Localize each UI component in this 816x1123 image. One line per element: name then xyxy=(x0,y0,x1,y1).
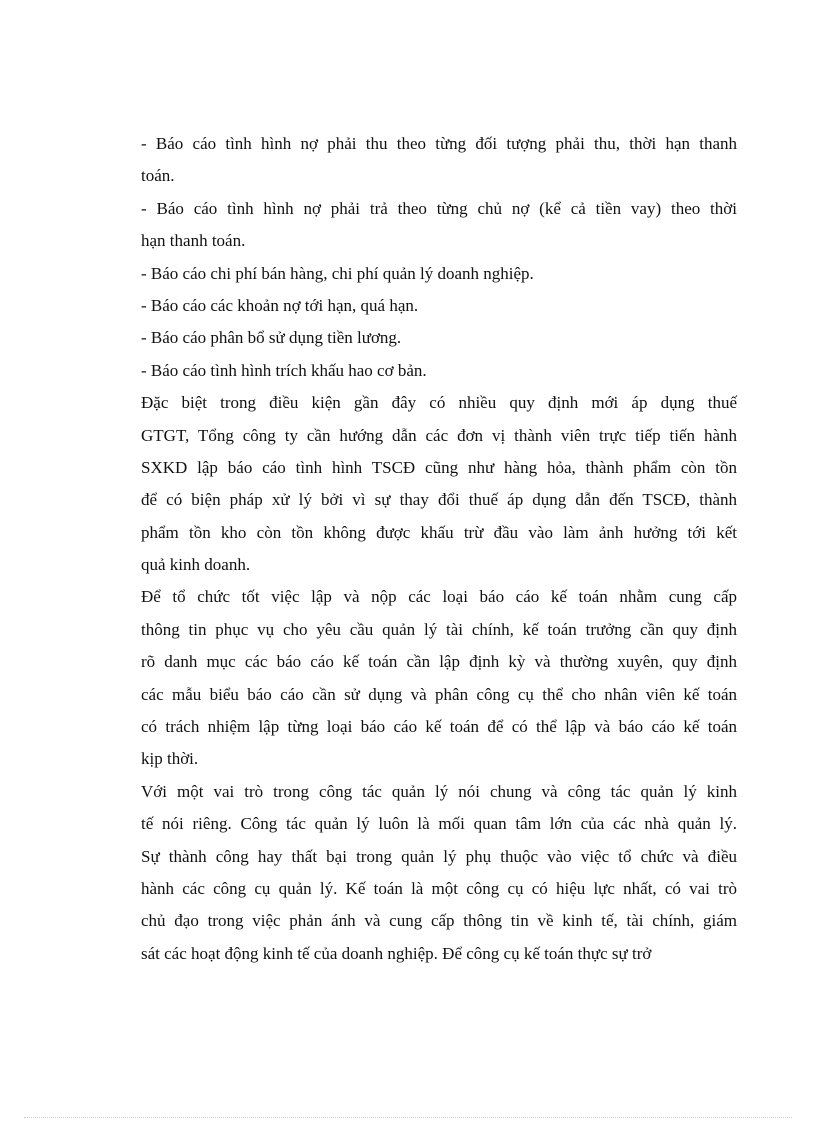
text-line: - Báo cáo tình hình trích khấu hao cơ bản. xyxy=(141,360,427,380)
text-line: phẩm tồn kho còn tồn không được khấu trừ đầu vào làm ảnh hưởng tới kết xyxy=(141,522,737,542)
text-line: sát các hoạt động kinh tế của doanh nghiệp. Để công cụ kế toán thực sự trở xyxy=(141,943,652,963)
text-line: Với một vai trò trong công tác quản lý nói chung và công tác quản lý kinh xyxy=(141,781,737,801)
text-line: quả kinh doanh. xyxy=(141,555,251,575)
text-line: Sự thành công hay thất bại trong quản lý phụ thuộc vào việc tổ chức và điều xyxy=(141,846,737,866)
text-line: các mẫu biểu báo cáo cần sử dụng và phân công cụ thể cho nhân viên kế toán xyxy=(141,684,737,704)
text-line: thông tin phục vụ cho yêu cầu quản lý tài chính, kế toán trưởng cần quy định xyxy=(141,619,737,639)
text-line: - Báo cáo tình hình nợ phải trả theo từng chủ nợ (kể cả tiền vay) theo thời xyxy=(141,198,737,218)
document-body xyxy=(141,128,737,970)
text-line: tế nói riêng. Công tác quản lý luôn là mối quan tâm lớn của các nhà quản lý. xyxy=(141,814,737,834)
text-line: rõ danh mục các báo cáo kế toán cần lập định kỳ và thường xuyên, quy định xyxy=(141,652,737,672)
text-line: - Báo cáo phân bổ sử dụng tiền lương. xyxy=(141,328,402,348)
text-line: toán. xyxy=(141,166,175,186)
page-bottom-rule xyxy=(24,1117,792,1118)
text-line: hạn thanh toán. xyxy=(141,231,246,251)
text-line: có trách nhiệm lập từng loại báo cáo kế toán để có thể lập và báo cáo kế toán xyxy=(141,717,737,737)
text-line: Đặc biệt trong điều kiện gần đây có nhiều quy định mới áp dụng thuế xyxy=(141,393,737,413)
text-line: để có biện pháp xử lý bởi vì sự thay đổi thuế áp dụng dẫn đến TSCĐ, thành xyxy=(141,490,737,510)
text-line: chủ đạo trong việc phản ánh và cung cấp thông tin về kinh tế, tài chính, giám xyxy=(141,911,737,931)
text-line: - Báo cáo chi phí bán hàng, chi phí quản lý doanh nghiệp. xyxy=(141,263,534,283)
text-line: Để tổ chức tốt việc lập và nộp các loại báo cáo kế toán nhằm cung cấp xyxy=(141,587,737,607)
text-line: hành các công cụ quản lý. Kế toán là một công cụ có hiệu lực nhất, có vai trò xyxy=(141,878,737,898)
text-line: - Báo cáo tình hình nợ phải thu theo từng đối tượng phải thu, thời hạn thanh xyxy=(141,134,737,153)
text-line: GTGT, Tổng công ty cần hướng dẫn các đơn vị thành viên trực tiếp tiến hành xyxy=(141,425,737,445)
text-line: SXKD lập báo cáo tình hình TSCĐ cũng như hàng hỏa, thành phẩm còn tồn xyxy=(141,457,737,477)
text-line: kịp thời. xyxy=(141,749,199,769)
text-line: - Báo cáo các khoản nợ tới hạn, quá hạn. xyxy=(141,295,419,315)
